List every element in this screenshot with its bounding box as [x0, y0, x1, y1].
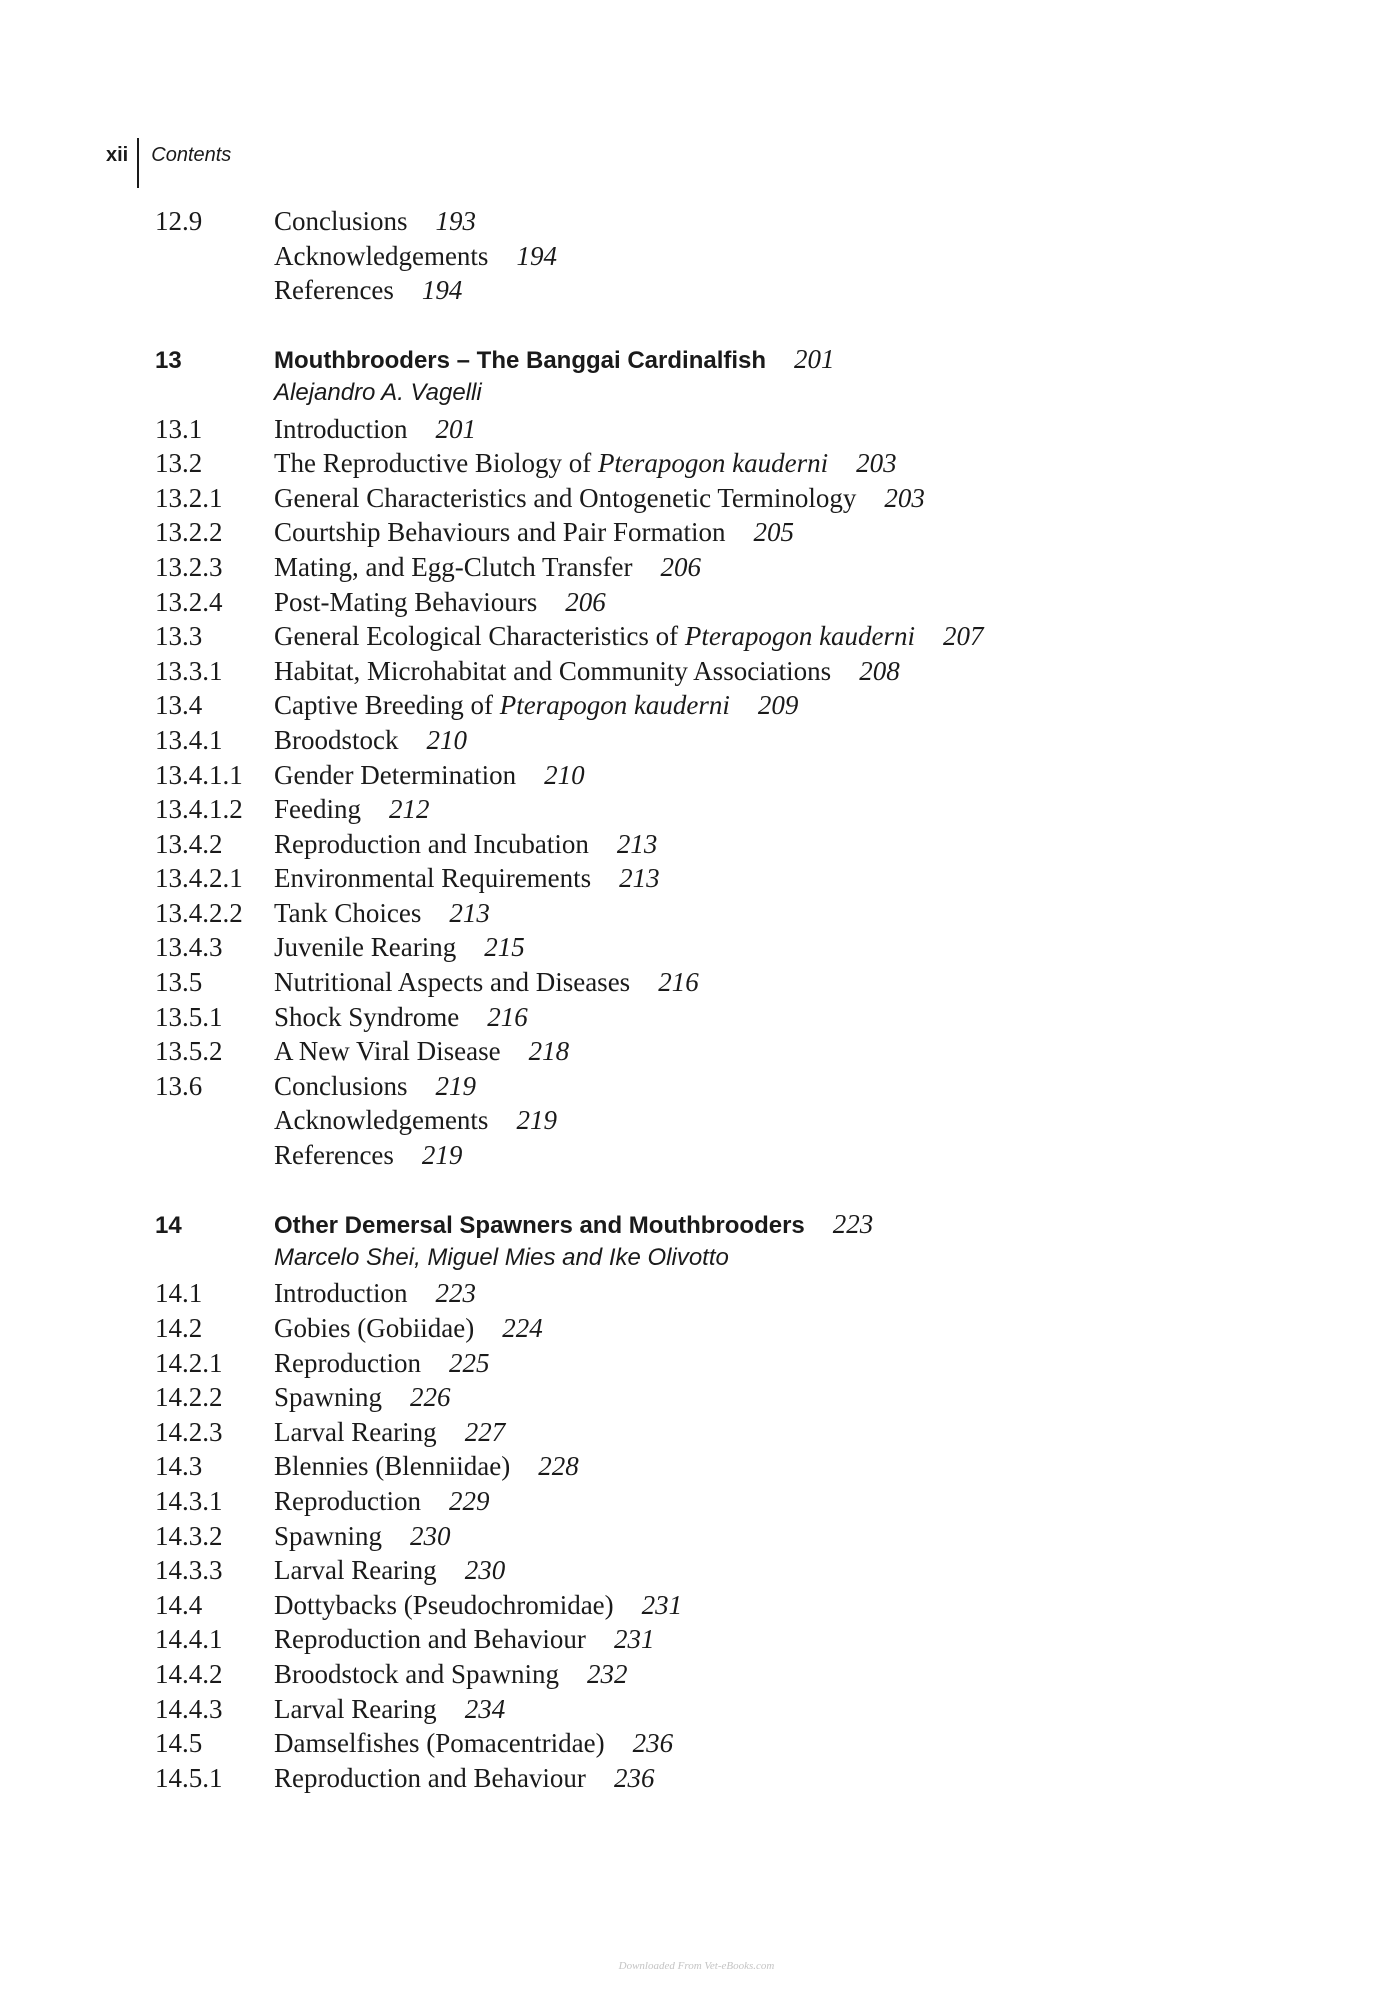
- section-number: 13.4.2: [155, 828, 223, 859]
- section-number: 14.5.1: [155, 1762, 223, 1793]
- section-page: 231: [641, 1589, 683, 1620]
- section-title: Gender Determination: [274, 759, 517, 790]
- section-page: 215: [484, 932, 525, 963]
- section-title: Post-Mating Behaviours: [274, 586, 538, 617]
- section-title: References: [274, 275, 394, 306]
- section-title: Larval Rearing: [274, 1693, 437, 1724]
- section-page: 228: [538, 1451, 579, 1482]
- section-page: 218: [528, 1036, 570, 1067]
- section-number: 14.4.2: [155, 1658, 223, 1689]
- section-title: Juvenile Rearing: [274, 932, 457, 963]
- section-number: 14.3: [155, 1451, 203, 1482]
- section-number: 13.2.2: [155, 517, 223, 548]
- section-number: 13.5.2: [155, 1036, 223, 1067]
- chapter-number: 13: [155, 347, 182, 375]
- toc-entry[interactable]: [155, 1278, 1255, 1313]
- toc-entry[interactable]: [155, 1382, 1255, 1417]
- author-names: Alejandro A. Vagelli: [274, 378, 482, 406]
- section-number: 13.2.3: [155, 551, 223, 582]
- section-page: 205: [753, 517, 794, 548]
- section-title: [274, 690, 730, 721]
- section-number: 13.4.2.1: [155, 863, 243, 894]
- species-name: Pterapogon kauderni: [597, 448, 829, 479]
- section-title: [274, 621, 915, 652]
- section-title-text: General Ecological Characteristics of: [274, 621, 685, 652]
- section-title: Broodstock and Spawning: [274, 1658, 559, 1689]
- toc-entry[interactable]: [155, 1659, 1255, 1694]
- section-number: 14.4: [155, 1589, 203, 1620]
- section-title: Broodstock: [274, 724, 399, 755]
- toc-entry[interactable]: [155, 621, 1255, 656]
- section-title: A New Viral Disease: [274, 1036, 501, 1067]
- section-page: 226: [410, 1382, 451, 1413]
- section-title: Shock Syndrome: [274, 1001, 460, 1032]
- toc-entry[interactable]: [155, 1002, 1255, 1037]
- chapter-14-sections: [155, 1278, 1255, 1797]
- toc-entry[interactable]: [155, 241, 1255, 276]
- section-number: 13.3: [155, 621, 203, 652]
- section-title: Acknowledgements: [274, 1105, 489, 1136]
- section-page: 216: [658, 967, 699, 998]
- table-of-contents: [155, 206, 1255, 1797]
- section-page: 219: [421, 1140, 463, 1171]
- section-page: 208: [859, 655, 900, 686]
- section-page: 212: [389, 794, 430, 825]
- section-title: Spawning: [274, 1520, 382, 1551]
- section-title: Reproduction and Behaviour: [274, 1762, 586, 1793]
- toc-entry[interactable]: [155, 1348, 1255, 1383]
- running-title: Contents: [151, 144, 232, 166]
- section-title: General Characteristics and Ontogenetic Terminology: [274, 482, 857, 513]
- toc-entry[interactable]: [155, 1694, 1255, 1729]
- toc-entry[interactable]: [155, 1036, 1255, 1071]
- chapter-13-sections: [155, 414, 1255, 1175]
- section-title: Habitat, Microhabitat and Community Associations: [274, 655, 832, 686]
- section-page: 224: [502, 1313, 543, 1343]
- section-number: 13.2.4: [155, 586, 223, 617]
- toc-entry[interactable]: [155, 690, 1255, 725]
- section-page: 230: [464, 1555, 506, 1586]
- section-number: 14.2.2: [155, 1382, 223, 1413]
- section-page: 210: [544, 759, 585, 790]
- section-page: 203: [884, 482, 925, 513]
- section-page: 206: [660, 551, 701, 582]
- toc-entry[interactable]: [155, 1105, 1255, 1140]
- section-page: 213: [619, 863, 660, 894]
- section-number: 14.1: [155, 1278, 203, 1309]
- section-title: Reproduction: [274, 1347, 421, 1378]
- section-title: Nutritional Aspects and Diseases: [274, 967, 631, 998]
- section-number: 13.5.1: [155, 1001, 223, 1032]
- section-page: 209: [757, 690, 799, 721]
- section-page: 213: [616, 828, 658, 859]
- section-title: [274, 448, 828, 479]
- toc-entry[interactable]: [155, 760, 1255, 795]
- toc-entry[interactable]: [155, 1140, 1255, 1175]
- section-number: 13.4.1.2: [155, 794, 243, 825]
- section-title: Spawning: [274, 1382, 382, 1413]
- section-number: 13.4.1.1: [155, 759, 243, 790]
- toc-entry[interactable]: [155, 414, 1255, 449]
- section-number: 12.9: [155, 206, 203, 236]
- section-number: 13.4.1: [155, 724, 223, 755]
- toc-entry[interactable]: [155, 863, 1255, 898]
- section-page: 194: [421, 275, 463, 306]
- toc-block-chapter-12-end: [155, 206, 1255, 310]
- section-number: 14.2.3: [155, 1416, 223, 1447]
- toc-entry[interactable]: [155, 1071, 1255, 1106]
- section-title: References: [274, 1140, 394, 1171]
- section-page: 194: [516, 240, 557, 271]
- section-title: Conclusions: [274, 206, 408, 236]
- toc-entry[interactable]: [155, 1451, 1255, 1486]
- section-page: 210: [426, 724, 467, 755]
- toc-entry[interactable]: [155, 587, 1255, 622]
- section-number: 13.1: [155, 413, 203, 444]
- section-page: 201: [435, 413, 476, 444]
- toc-entry[interactable]: [155, 1763, 1255, 1798]
- chapter-page: 223: [832, 1209, 874, 1240]
- section-title: Introduction: [274, 413, 408, 444]
- section-title: Introduction: [274, 1278, 408, 1309]
- section-page: 229: [448, 1485, 490, 1516]
- toc-entry[interactable]: [155, 206, 1255, 241]
- toc-entry[interactable]: [155, 552, 1255, 587]
- section-page: 232: [586, 1658, 628, 1689]
- section-number: 14.4.3: [155, 1693, 223, 1724]
- toc-entry[interactable]: [155, 656, 1255, 691]
- toc-entry[interactable]: [155, 1417, 1255, 1452]
- section-number: 14.5: [155, 1728, 203, 1759]
- toc-entry[interactable]: [155, 967, 1255, 1002]
- section-title: Reproduction and Behaviour: [274, 1624, 586, 1655]
- section-number: 14.3.3: [155, 1555, 223, 1586]
- section-number: 13.4: [155, 690, 203, 721]
- section-page: 207: [943, 621, 984, 652]
- section-number: 13.4.2.2: [155, 897, 243, 928]
- toc-entry[interactable]: [155, 932, 1255, 967]
- chapter-14-author: [155, 1244, 1255, 1279]
- toc-entry[interactable]: [155, 1313, 1255, 1348]
- section-number: 13.6: [155, 1070, 203, 1101]
- toc-entry[interactable]: [155, 517, 1255, 552]
- toc-entry[interactable]: [155, 1624, 1255, 1659]
- toc-entry[interactable]: [155, 794, 1255, 829]
- page-number: xii: [106, 144, 129, 166]
- section-title: Reproduction and Incubation: [274, 828, 589, 859]
- chapter-14-heading[interactable]: [155, 1209, 1255, 1244]
- section-number: 13.4.3: [155, 932, 223, 963]
- section-page: 193: [435, 206, 477, 236]
- section-number: 14.4.1: [155, 1624, 223, 1655]
- toc-entry[interactable]: [155, 725, 1255, 760]
- section-page: 223: [435, 1278, 476, 1309]
- section-page: 219: [516, 1105, 557, 1136]
- section-title: Courtship Behaviours and Pair Formation: [274, 517, 726, 548]
- section-title: Larval Rearing: [274, 1416, 437, 1447]
- section-page: 234: [464, 1693, 506, 1724]
- section-page: 203: [856, 448, 897, 479]
- section-title: Reproduction: [274, 1485, 421, 1516]
- section-number: 13.2.1: [155, 482, 223, 513]
- section-title: Larval Rearing: [274, 1555, 437, 1586]
- section-number: 14.2.1: [155, 1347, 223, 1378]
- section-number: 14.3.2: [155, 1520, 223, 1551]
- download-watermark: Downloaded From Vet-eBooks.com: [618, 1960, 775, 1972]
- section-number: 13.5: [155, 967, 203, 998]
- section-title: Damselfishes (Pomacentridae): [274, 1728, 605, 1759]
- spacer: [155, 1175, 1255, 1210]
- spacer: [155, 310, 1255, 345]
- section-page: 225: [448, 1347, 490, 1378]
- toc-entry[interactable]: [155, 483, 1255, 518]
- section-page: 231: [613, 1624, 655, 1655]
- chapter-number: 14: [155, 1212, 182, 1240]
- section-title: Environmental Requirements: [274, 863, 592, 894]
- section-number: 13.3.1: [155, 655, 223, 686]
- author-names: Marcelo Shei, Miguel Mies and Ike Olivotto: [274, 1243, 729, 1271]
- section-page: 227: [464, 1416, 506, 1447]
- section-title: Gobies (Gobiidae): [274, 1313, 475, 1343]
- section-number: 13.2: [155, 448, 203, 479]
- running-head: [106, 138, 231, 188]
- chapter-title: Other Demersal Spawners and Mouthbrooders: [274, 1212, 805, 1240]
- section-title-text: Captive Breeding of: [274, 690, 500, 721]
- section-number: 14.3.1: [155, 1485, 223, 1516]
- chapter-13-author: [155, 379, 1255, 414]
- section-title: Conclusions: [274, 1070, 408, 1101]
- section-title: Feeding: [274, 794, 361, 825]
- section-title: Mating, and Egg-Clutch Transfer: [274, 551, 633, 582]
- species-name: Pterapogon kauderni: [684, 621, 916, 652]
- toc-entry[interactable]: [155, 275, 1255, 310]
- species-name: Pterapogon kauderni: [499, 690, 730, 721]
- toc-entry[interactable]: [155, 898, 1255, 933]
- section-title: Acknowledgements: [274, 240, 489, 271]
- section-title-text: The Reproductive Biology of: [274, 448, 598, 479]
- toc-entry[interactable]: [155, 1521, 1255, 1556]
- section-number: 14.2: [155, 1313, 203, 1343]
- toc-entry[interactable]: [155, 1590, 1255, 1625]
- chapter-page: 201: [794, 344, 835, 375]
- section-page: 216: [487, 1001, 528, 1032]
- section-title: Blennies (Blenniidae): [274, 1451, 511, 1482]
- toc-entry[interactable]: [155, 1555, 1255, 1590]
- chapter-13-heading[interactable]: [155, 344, 1255, 379]
- toc-entry[interactable]: [155, 1728, 1255, 1763]
- toc-entry[interactable]: [155, 448, 1255, 483]
- chapter-title: Mouthbrooders – The Banggai Cardinalfish: [274, 347, 767, 375]
- toc-entry[interactable]: [155, 829, 1255, 864]
- section-page: 219: [435, 1070, 477, 1101]
- section-title: Dottybacks (Pseudochromidae): [274, 1589, 614, 1620]
- section-page: 236: [613, 1762, 655, 1793]
- section-page: 213: [449, 897, 490, 928]
- section-page: 206: [565, 586, 606, 617]
- section-title: Tank Choices: [274, 897, 422, 928]
- section-page: 230: [410, 1520, 451, 1551]
- toc-entry[interactable]: [155, 1486, 1255, 1521]
- section-page: 236: [632, 1728, 674, 1759]
